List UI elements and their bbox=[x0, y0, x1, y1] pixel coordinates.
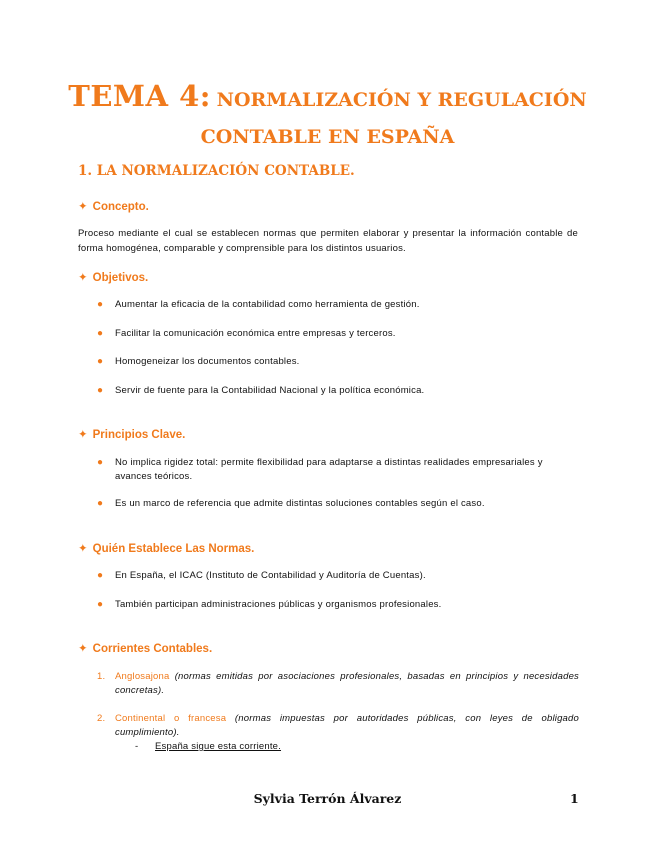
section-heading: 1. LA NORMALIZACIÓN CONTABLE. bbox=[78, 163, 355, 179]
sub-list-item bbox=[135, 740, 281, 754]
bullet-icon: ● bbox=[97, 457, 104, 468]
star-icon: ✦ bbox=[78, 643, 88, 655]
title-prefix: TEMA 4: bbox=[68, 79, 211, 113]
star-icon: ✦ bbox=[78, 543, 88, 555]
item-note: (normas impuestas por autoridades públicas, con leyes de obligado cumplimiento). bbox=[115, 713, 579, 738]
page-title bbox=[60, 78, 595, 155]
heading-objetivos bbox=[78, 270, 148, 284]
page-number: 1 bbox=[570, 791, 579, 806]
list-item-text: Facilitar la comunicación económica entre empresas y terceros. bbox=[115, 328, 396, 339]
heading-concepto bbox=[78, 199, 149, 213]
heading-objetivos-text: Objetivos. bbox=[92, 272, 149, 284]
list-item bbox=[97, 497, 579, 511]
bullet-icon: ● bbox=[97, 385, 104, 396]
list-item bbox=[97, 298, 579, 312]
numbered-item bbox=[97, 712, 579, 740]
bullet-icon: ● bbox=[97, 599, 104, 610]
title-line-2: CONTABLE EN ESPAÑA bbox=[200, 126, 455, 148]
star-icon: ✦ bbox=[78, 201, 88, 213]
list-item-text: No implica rigidez total: permite flexibilidad para adaptarse a distintas realidades empresariales y avances teóricos. bbox=[115, 457, 543, 482]
dash-marker: - bbox=[135, 741, 139, 752]
list-item-text: Servir de fuente para la Contabilidad Nacional y la política económica. bbox=[115, 385, 425, 396]
bullet-icon: ● bbox=[97, 570, 104, 581]
item-term: Continental o francesa bbox=[115, 713, 227, 724]
footer-author: Sylvia Terrón Álvarez bbox=[253, 791, 402, 806]
list-item-text: Aumentar la eficacia de la contabilidad como herramienta de gestión. bbox=[115, 299, 420, 310]
list-item bbox=[97, 569, 579, 583]
item-note: (normas emitidas por asociaciones profesionales, basadas en principios y necesidades concretas). bbox=[115, 671, 580, 696]
heading-corrientes bbox=[78, 641, 212, 655]
list-item bbox=[97, 598, 579, 612]
bullet-icon: ● bbox=[97, 299, 104, 310]
list-item bbox=[97, 384, 579, 398]
bullet-icon: ● bbox=[97, 498, 104, 509]
list-item-text: Es un marco de referencia que admite distintas soluciones contables según el caso. bbox=[115, 498, 485, 509]
star-icon: ✦ bbox=[78, 429, 88, 441]
item-number: 2. bbox=[97, 713, 106, 724]
list-item-text: También participan administraciones públicas y organismos profesionales. bbox=[115, 599, 442, 610]
bullet-icon: ● bbox=[97, 328, 104, 339]
heading-concepto-text: Concepto. bbox=[92, 201, 149, 213]
title-line-1: NORMALIZACIÓN Y REGULACIÓN bbox=[216, 89, 587, 111]
bullet-icon: ● bbox=[97, 356, 104, 367]
list-item-text: En España, el ICAC (Instituto de Contabilidad y Auditoría de Cuentas). bbox=[115, 570, 426, 581]
heading-principios bbox=[78, 427, 185, 441]
concepto-paragraph: Proceso mediante el cual se establecen normas que permiten elaborar y presentar la información contable de forma homogénea, comparable y comprensible para los distintos usuarios. bbox=[78, 228, 578, 254]
list-item bbox=[97, 327, 579, 341]
list-item bbox=[97, 456, 579, 484]
numbered-item bbox=[97, 670, 579, 698]
item-number: 1. bbox=[97, 671, 106, 682]
heading-corrientes-text: Corrientes Contables. bbox=[92, 643, 213, 655]
list-item bbox=[97, 355, 579, 369]
heading-principios-text: Principios Clave. bbox=[92, 429, 186, 441]
star-icon: ✦ bbox=[78, 272, 88, 284]
item-term: Anglosajona bbox=[115, 671, 170, 682]
heading-quien bbox=[78, 541, 254, 555]
list-item-text: Homogeneizar los documentos contables. bbox=[115, 356, 300, 367]
sub-list-item-text: España sigue esta corriente. bbox=[155, 741, 282, 752]
heading-quien-text: Quién Establece Las Normas. bbox=[92, 543, 255, 555]
